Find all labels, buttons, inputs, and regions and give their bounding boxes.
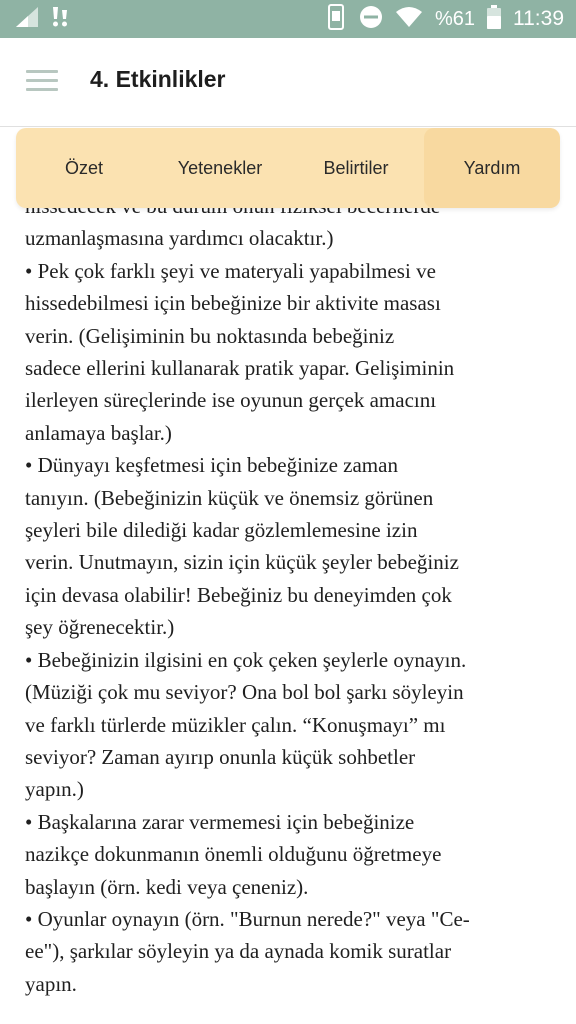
content-line: ve farklı türlerde müzikler çalın. “Konuşmayı” mı <box>25 712 446 737</box>
signal-icon <box>14 5 40 34</box>
clock: 11:39 <box>513 7 564 30</box>
do-not-disturb-icon <box>359 5 383 34</box>
content-line: hissedebilmesi için bebeğinize bir aktivite masası <box>25 291 441 316</box>
content-line: (Müziği çok mu seviyor? Ona bol bol şarkı söyleyin <box>25 680 464 705</box>
page-title: 4. Etkinlikler <box>90 66 226 92</box>
content-line: uzmanlaşmasına yardımcı olacaktır.) <box>25 226 334 251</box>
content-line: verin. Unutmayın, sizin için küçük şeyler bebeğiniz <box>25 550 459 575</box>
tab-bar <box>16 128 560 208</box>
content-line: yapın.) <box>25 777 84 802</box>
content-line: • Dünyayı keşfetmesi için bebeğinize zaman <box>25 453 398 478</box>
content-line: başlayın (örn. kedi veya çeneniz). <box>25 874 309 899</box>
tab-belirtiler[interactable]: Belirtiler <box>323 157 389 178</box>
notification-icon <box>50 5 72 34</box>
tab-ozet[interactable]: Özet <box>64 157 103 178</box>
status-bar <box>0 0 576 38</box>
battery-percent: %61 <box>434 7 475 30</box>
wifi-icon <box>395 6 423 33</box>
hamburger-menu-icon[interactable] <box>22 64 62 100</box>
content-line: yapın. <box>25 971 77 996</box>
content-line: şeyleri bile dilediği kadar gözlemlemesine izin <box>25 518 418 543</box>
content-line: nazikçe dokunmanın önemli olduğunu öğretmeye <box>25 842 442 867</box>
content-line: • Oyunlar oynayın (örn. "Burnun nerede?" veya "Ce- <box>25 906 470 931</box>
content-line: • Bebeğinizin ilgisini en çok çeken şeylerle oynayın. <box>25 647 467 672</box>
content-line: şey öğrenecektir.) <box>25 615 175 640</box>
article-content[interactable] <box>25 190 555 1024</box>
battery-icon <box>487 5 501 34</box>
content-line: ilerleyen süreçlerinde ise oyunun gerçek amacını <box>25 388 437 413</box>
content-line: sadece ellerini kullanarak pratik yapar. Gelişiminin <box>25 356 455 381</box>
screenshot-icon <box>325 4 347 35</box>
content-line: • Pek çok farklı şeyi ve materyali yapabilmesi ve <box>25 258 436 283</box>
content-line: • Başkalarına zarar vermemesi için bebeğinize <box>25 809 415 834</box>
content-line: anlamaya başlar.) <box>25 420 172 445</box>
tab-yetenekler[interactable]: Yetenekler <box>177 157 263 178</box>
tab-yardim[interactable]: Yardım <box>424 128 560 208</box>
content-line: tanıyın. (Bebeğinizin küçük ve önemsiz görünen <box>25 485 434 510</box>
content-line: seviyor? Zaman ayırıp onunla küçük sohbetler <box>25 744 416 769</box>
content-line: ee"), şarkılar söyleyin ya da aynada komik suratlar <box>25 939 452 964</box>
app-bar <box>0 38 576 127</box>
content-line: verin. (Gelişiminin bu noktasında bebeğiniz <box>25 323 395 348</box>
content-line: için devasa olabilir! Bebeğiniz bu deneyimden çok <box>25 582 452 607</box>
